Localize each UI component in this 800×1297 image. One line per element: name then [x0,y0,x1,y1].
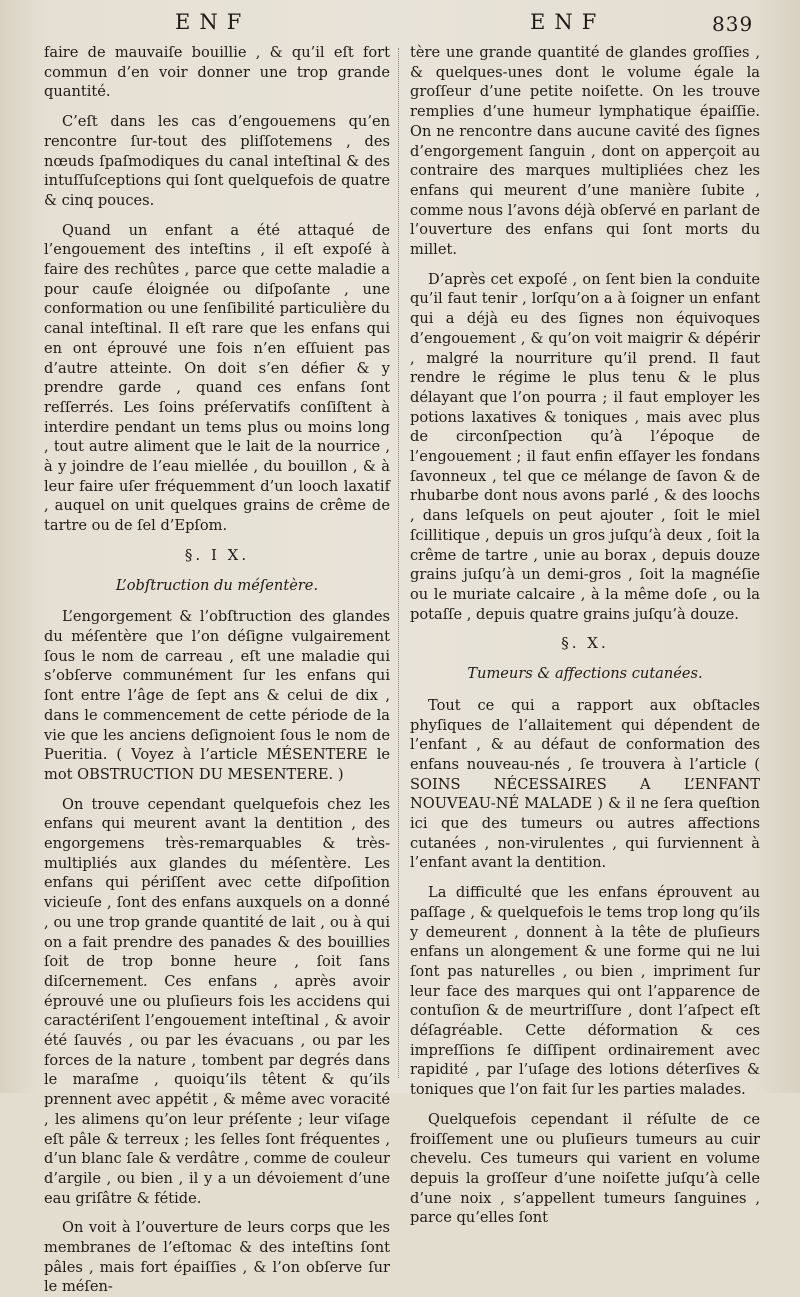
paragraph: On voit à l’ouverture de leurs corps que les membranes de l’eſtomac & des inteſtins ſont pâles , mais fort épaiſſies , & l’on obſerve ſur le méſen- [44,1219,390,1296]
paragraph: Quand un enfant a été attaqué de l’engouement des inteſtins , il eſt expoſé à faire des rechûtes , parce que cette maladie a pour cauſe éloignée ou diſpoſante , une conformation ou une ſenſibilité particulière du canal inteſtinal. Il eſt rare que les enfans qui en ont éprouvé une fois n’en eſſuient pas d’autre atteinte. On doit s’en défier & y prendre garde , quand ces enfans ſont reſſerrés. Les ſoins préſervatifs conſiſtent à interdire pendant un tems plus ou moins long , tout autre aliment que le lait de la nourrice , à y joindre de l’eau miellée , du bouillon , & à leur faire uſer fréquemment d’un looch laxatif , auquel on unit quelques grains de crême de tartre ou de ſel d’Epſom. [44,221,390,535]
right-column [410,43,760,1227]
paragraph: D’après cet expoſé , on ſent bien la conduite qu’il faut tenir , lorſqu’on a à ſoigner un enfant qui a déjà eu des ſignes non équivoques d’engouement , & qu’on voit maigrir & dépérir , malgré la nourriture qu’il prend. Il faut rendre le régime le plus tenu & le plus délayant que l’on pourra ; il faut employer les potions laxatives & toniques , mais avec plus de circonſpection qu’à l’époque de l’engouement ; il faut enfin eſſayer les fondans ſavonneux , tel que ce mélange de ſavon & de rhubarbe dont nous avons parlé , & des loochs , dans leſquels on peut ajouter , ſoit le miel ſcillitique , depuis un gros juſqu’à deux , ſoit la crême de tartre , unie au borax , depuis douze grains juſqu’à un demi-gros , ſoit la magnéſie ou le muriate calcaire , à la même doſe , ou la potaſſe , depuis quatre grains juſqu’à douze. [410,270,760,623]
left-column [44,43,391,1296]
running-header [0,10,800,40]
section-number: §. I X. [184,545,250,564]
paragraph: tère une grande quantité de glandes groſſies , & quelques-unes dont le volume égale la groſſeur d’une petite noiſette. On les trouve remplies d’une humeur lymphatique épaiſſie. On ne rencontre dans aucune cavité des ſignes d’engorgement ſanguin , dont on apperçoit au contraire des marques multipliées chez les enfans qui meurent d’une manière ſubite , comme nous l’avons déjà obſervé en parlant de l’ouverture des enfans qui ſont morts du millet. [410,44,760,259]
section-title: Tumeurs & affections cutanées. [467,665,703,683]
section-title: L’obſtruction du méſentère. [115,576,319,594]
section-number: §. X. [561,634,609,653]
header-right-title: ENF [530,10,606,34]
column-divider [398,48,399,1078]
paragraph: C’eſt dans les cas d’engouemens qu’en rencontre ſur-tout des pliſſotemens , des nœuds ſpaſmodiques du canal inteſtinal & des intuſſuſceptions qui ſont quelquefois de quatre & cinq pouces. [44,113,391,209]
paragraph: faire de mauvaiſe bouillie , & qu’il eſt fort commun d’en voir donner une trop grande quantité. [44,44,390,101]
paragraph: L’engorgement & l’obſtruction des glandes du méſentère que l’on déſigne vulgairement ſous le nom de carreau , eſt une maladie qui s’obſerve communément ſur les enfans qui ſont entre l’âge de ſept ans & celui de dix , dans le commencement de cette période de la vie que les anciens deſignoient ſous le nom de Pueritia. ( Voyez à l’article MÉSENTERE le mot OBSTRUCTION DU MESENTERE. ) [44,608,390,783]
paragraph: On trouve cependant quelquefois chez les enfans qui meurent avant la dentition , des engorgemens très-remarquables & très-multipliés aux glandes du méſentère. Les enfans qui périſſent avec cette diſpoſition vicieuſe , ſont des enfans auxquels on a donné , ou une trop grande quantité de lait , ou à qui on a fait prendre des panades & des bouillies ſoit de trop bonne heure , ſoit ſans diſcernement. Ces enfans , après avoir éprouvé une ou pluſieurs fois les accidens qui caractériſent l’engouement inteſtinal , & avoir été ſauvés , ou par les évacuans , ou par les forces de la nature , tombent par degrés dans le maraſme , quoiqu’ils têtent & qu’ils prennent avec appétit , & même avec voracité , les alimens qu’on leur préſente ; leur viſage eſt pâle & terreux ; les ſelles ſont fréquentes , d’un blanc ſale & verdâtre , comme de couleur d’argile , ou bien , il y a un dévoiement d’une eau griſâtre & fétide. [44,795,390,1207]
paragraph: La difficulté que les enfans éprouvent au paſſage , & quelquefois le tems trop long qu’ils y demeurent , donnent à la tête de pluſieurs enfans un alongement & une forme qui ne lui ſont pas naturelles , ou bien , impriment ſur leur face des marques qui ont l’apparence de contuſion & de meurtriſſure , dont l’aſpect eſt déſagréable. Cette déformation & ces impreſſions ſe diſſipent ordinairement avec rapidité , par l’uſage des lotions déterſives & toniques que l’on fait ſur les parties malades. [410,884,760,1099]
paragraph: Quelquefois cependant il réſulte de ce froiſſement une ou pluſieurs tumeurs au cuir chevelu. Ces tumeurs qui varient en volume depuis la groſſeur d’une noiſette juſqu’à celle d’une noix , s’appellent tumeurs ſanguines , parce qu’elles ſont [410,1110,760,1227]
header-left-title: ENF [175,10,251,34]
paragraph: Tout ce qui a rapport aux obſtacles phyſiques de l’allaitement qui dépendent de l’enfant , & au défaut de conformation des enfans nouveau-nés , ſe trouvera à l’article ( SOINS NÉCESSAIRES A L’ENFANT NOUVEAU-NÉ MALADE ) & il ne ſera queſtion ici que des tumeurs ou autres affections cutanées , non-virulentes , qui ſurviennent à l’enfant avant la dentition. [410,696,760,872]
page-number: 839 [712,12,754,36]
